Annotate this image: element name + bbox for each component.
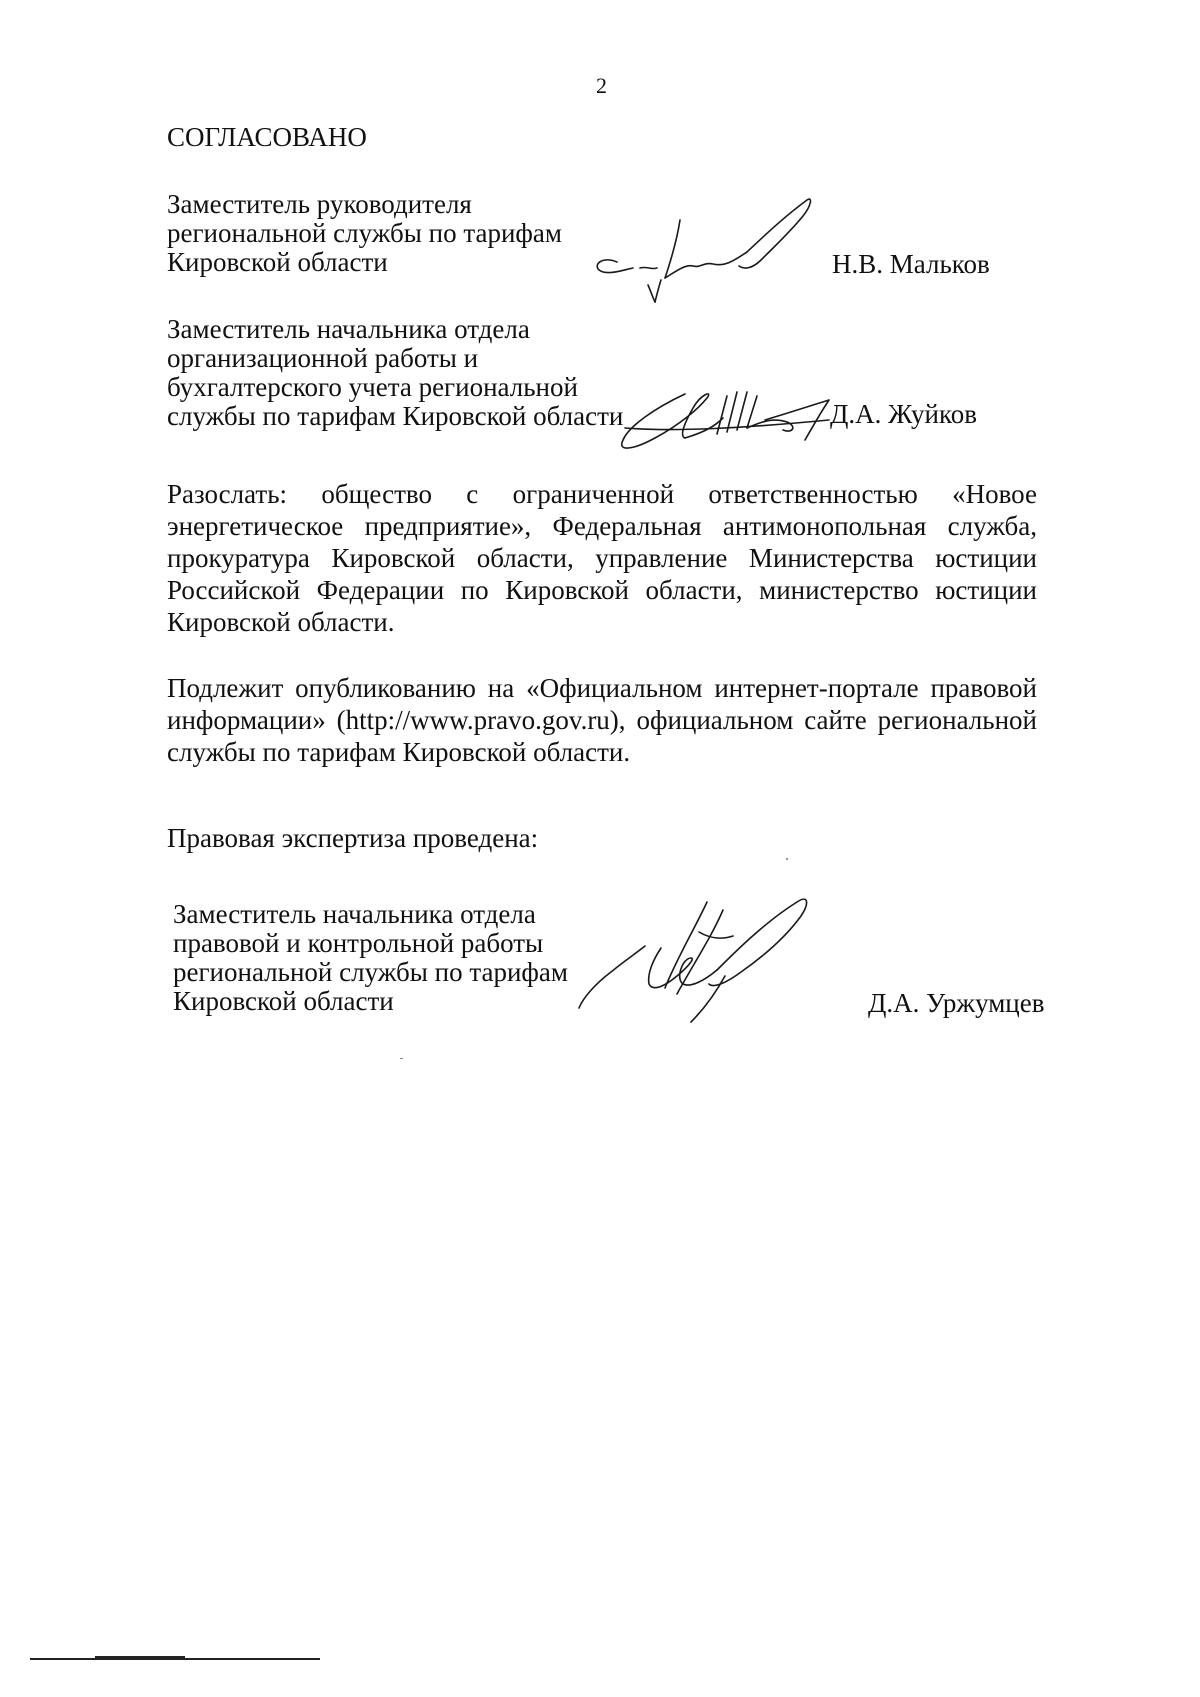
distribution-line: Кировской области. xyxy=(167,607,395,637)
signatory-2-title-line: службы по тарифам Кировской области xyxy=(167,401,624,431)
distribution-line: Российской Федерации по Кировской области, министерство юстиции xyxy=(167,575,1037,605)
signatory-3-title-line: Кировской области xyxy=(173,986,394,1016)
footer-rule-mark xyxy=(95,1656,185,1659)
publication-line: службы по тарифам Кировской области. xyxy=(167,737,631,767)
page-number: 2 xyxy=(596,73,607,98)
signatory-1-name: Н.В. Мальков xyxy=(832,249,990,279)
signatory-2-title-line: Заместитель начальника отдела xyxy=(167,314,530,344)
scan-speck xyxy=(400,1058,403,1059)
signatory-2-name: Д.А. Жуйков xyxy=(830,399,977,429)
signatory-2-title-line: бухгалтерского учета региональной xyxy=(167,372,578,402)
publication-line: Подлежит опубликованию на «Официальном интернет-портале правовой xyxy=(167,673,1037,703)
approval-heading: СОГЛАСОВАНО xyxy=(167,122,367,152)
signature-urzhumtsev xyxy=(565,888,825,1028)
signatory-3-title-line: правовой и контрольной работы xyxy=(173,928,544,958)
signature-zhuykov xyxy=(615,378,840,458)
distribution-line: Разослать: общество с ограниченной ответственностью «Новое xyxy=(167,479,1037,509)
signatory-2-title-line: организационной работы и xyxy=(167,343,479,373)
scan-speck xyxy=(786,858,788,860)
signatory-3-title-line: региональной службы по тарифам xyxy=(173,957,568,987)
distribution-line: прокуратура Кировской области, управление Министерства юстиции xyxy=(167,543,1037,573)
publication-line: информации» (http://www.pravo.gov.ru), официальном сайте региональной xyxy=(167,705,1037,735)
publication-paragraph xyxy=(167,672,1037,768)
signatory-3-name: Д.А. Уржумцев xyxy=(868,988,1045,1018)
signatory-3-title-line: Заместитель начальника отдела xyxy=(173,899,536,929)
signatory-1-title-line: Заместитель руководителя xyxy=(167,189,472,219)
signatory-1-title-line: Кировской области xyxy=(167,247,388,277)
legal-review-heading: Правовая экспертиза проведена: xyxy=(167,823,539,853)
signature-malkov xyxy=(585,190,815,305)
signatory-1-title-line: региональной службы по тарифам xyxy=(167,218,562,248)
distribution-paragraph xyxy=(167,478,1037,638)
distribution-line: энергетическое предприятие», Федеральная антимонопольная служба, xyxy=(167,511,1037,541)
